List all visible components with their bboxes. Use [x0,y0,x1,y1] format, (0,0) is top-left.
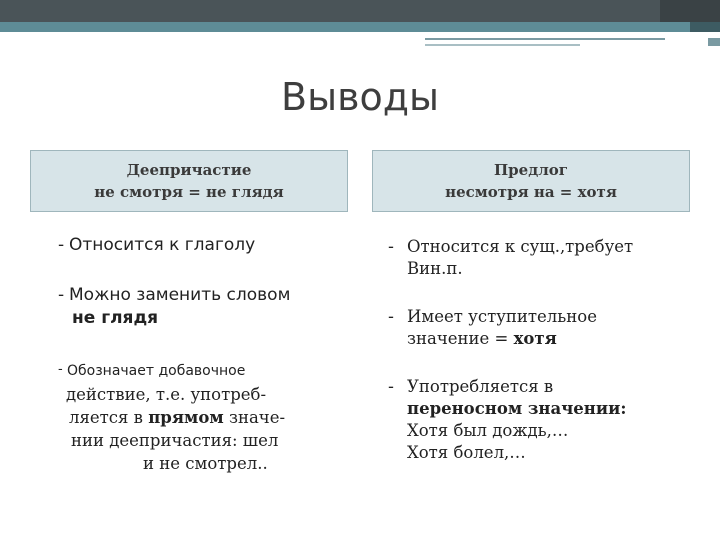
top-bar-teal [0,22,720,32]
header-right-line2: несмотря на = хотя [445,183,617,201]
left-item-3 [58,358,348,475]
right-item-2-bold: хотя [513,329,557,348]
bullet-dash: - [388,237,394,256]
right-item-3-line4: Хотя болел,… [407,443,526,462]
left-item-3-line3-c: значе- [223,408,286,427]
left-item-2-line2: не глядя [72,308,159,328]
left-item-3-line1 [58,358,348,383]
bullet-dash: - [58,235,65,255]
left-item-1 [58,234,255,256]
decorative-line [708,38,720,46]
decorative-line [425,44,580,46]
left-item-3-line3 [58,406,348,429]
left-item-3-bold: прямом [148,408,224,427]
header-right-box [372,150,690,212]
right-item-3-line1: Употребляется в [407,377,554,396]
right-item-3-line3: Хотя был дождь,… [407,421,569,440]
decorative-line [425,38,665,40]
right-item-3 [388,376,708,464]
left-item-1-text: Относится к глаголу [69,235,256,255]
left-item-2 [58,284,290,330]
header-right-line1: Предлог [494,161,568,179]
bullet-dash: - [58,285,65,305]
top-bar-teal-corner [690,22,720,32]
left-item-3-line4: нии деепричастия: шел [71,431,279,450]
right-item-2-line1: Имеет уступительное [407,307,597,326]
right-item-2-line2 [388,328,708,350]
right-item-2 [388,306,708,350]
right-item-3-line2: переносном значении: [407,399,627,418]
header-left-line2: не смотря = не глядя [94,183,284,201]
bullet-dash: - [388,377,394,396]
right-item-1-line2: Вин.п. [407,259,463,278]
right-item-1 [388,236,708,280]
left-item-3-line1-text: Обозначает добавочное [67,363,246,379]
left-item-2-line1: Можно заменить словом [69,285,291,305]
left-item-3-line3-a: ляется в [69,408,149,427]
bullet-dash: - [388,307,394,326]
top-bar-dark-corner [660,0,720,22]
header-left-box [30,150,348,212]
top-bar-dark [0,0,720,22]
left-item-3-line5: и не смотрел.. [143,454,268,473]
bullet-dash: - [58,362,63,377]
header-left-line1: Деепричастие [126,161,252,179]
right-item-2-line2-a: значение = [407,329,514,348]
slide-title: Выводы [281,75,439,119]
right-item-1-line1: Относится к сущ.,требует [407,237,634,256]
left-item-3-line2: действие, т.е. употреб- [66,385,267,404]
